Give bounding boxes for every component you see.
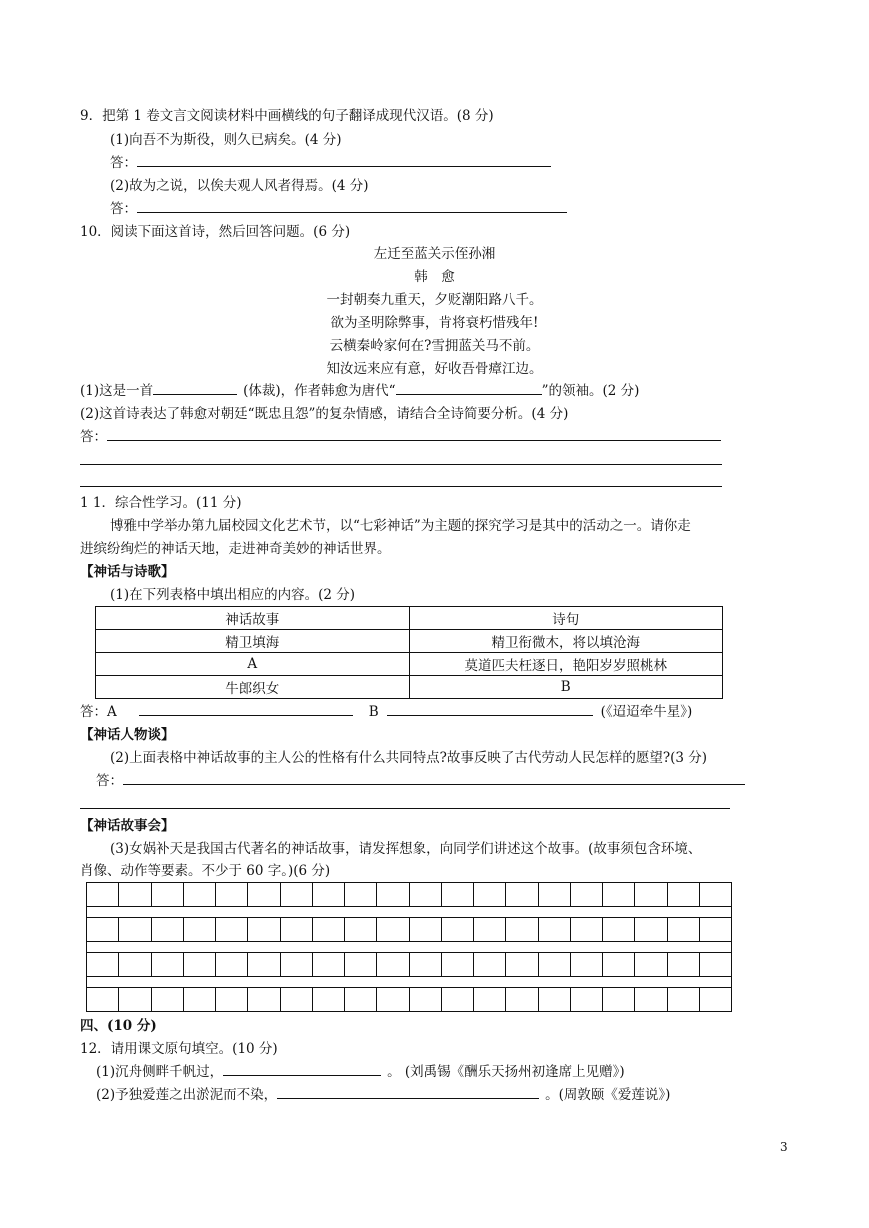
- q9-title: 9．把第 1 卷文言文阅读材料中画横线的句子翻译成现代汉语。(8 分): [80, 108, 494, 124]
- grid-cell[interactable]: [571, 988, 603, 1012]
- grid-cell[interactable]: [377, 918, 409, 942]
- grid-cell[interactable]: [281, 918, 313, 942]
- q11-answer-2: [96, 771, 745, 791]
- q10-answer: [80, 427, 721, 447]
- table-cell: 精卫填海: [96, 630, 410, 653]
- grid-row[interactable]: [86, 952, 732, 977]
- q12-l2-blank[interactable]: [277, 1085, 539, 1099]
- grid-cell[interactable]: [539, 883, 571, 907]
- grid-cell[interactable]: [474, 953, 506, 977]
- grid-cell[interactable]: [216, 988, 248, 1012]
- grid-cell[interactable]: [571, 918, 603, 942]
- grid-cell[interactable]: [152, 988, 184, 1012]
- grid-cell[interactable]: [668, 883, 700, 907]
- answer-line[interactable]: [80, 486, 722, 487]
- section-4-title: 四、(10 分): [80, 1018, 157, 1034]
- table-row: [96, 676, 723, 699]
- grid-cell[interactable]: [184, 953, 216, 977]
- grid-cell[interactable]: [635, 988, 667, 1012]
- answer-label: 答：: [80, 429, 107, 445]
- grid-cell[interactable]: [410, 953, 442, 977]
- grid-cell[interactable]: [410, 988, 442, 1012]
- grid-cell[interactable]: [377, 988, 409, 1012]
- grid-cell[interactable]: [345, 883, 377, 907]
- grid-cell[interactable]: [216, 883, 248, 907]
- grid-cell[interactable]: [668, 988, 700, 1012]
- grid-cell[interactable]: [248, 953, 280, 977]
- grid-cell[interactable]: [313, 918, 345, 942]
- grid-cell[interactable]: [184, 988, 216, 1012]
- q9-sentence-1: (1)向吾不为斯役，则久已病矣。(4 分): [110, 132, 342, 148]
- page-number: 3: [780, 1140, 788, 1154]
- grid-cell[interactable]: [152, 883, 184, 907]
- grid-cell[interactable]: [635, 883, 667, 907]
- q9-answer-2-blank[interactable]: [137, 199, 567, 213]
- grid-cell[interactable]: [87, 953, 119, 977]
- q12-l1-blank[interactable]: [223, 1062, 381, 1076]
- grid-cell[interactable]: [313, 953, 345, 977]
- q11-part-3-b: 肖像、动作等要素。不少于 60 字。)(6 分): [80, 863, 331, 879]
- grid-row[interactable]: [86, 917, 732, 942]
- grid-cell[interactable]: [119, 883, 151, 907]
- grid-cell[interactable]: [539, 988, 571, 1012]
- answer-label: 答：: [110, 201, 137, 217]
- table-cell[interactable]: A: [96, 653, 410, 676]
- grid-cell[interactable]: [442, 883, 474, 907]
- grid-cell[interactable]: [281, 953, 313, 977]
- genre-blank[interactable]: [153, 381, 237, 395]
- q11-answer-2-blank[interactable]: [123, 771, 745, 785]
- q10-p1-text-a: (1)这是一首: [80, 383, 154, 399]
- grid-cell[interactable]: [184, 918, 216, 942]
- answer-a-blank[interactable]: [139, 702, 353, 716]
- q10-part-2: (2)这首诗表达了韩愈对朝廷“既忠且怨”的复杂情感，请结合全诗简要分析。(4 分): [80, 406, 569, 422]
- q11-intro-2: 进缤纷绚烂的神话天地，走进神奇美妙的神话世界。: [80, 541, 391, 557]
- table-cell: 莫道匹夫枉逐日，艳阳岁岁照桃林: [409, 653, 723, 676]
- grid-cell[interactable]: [410, 918, 442, 942]
- grid-row[interactable]: [86, 987, 732, 1012]
- answer-b-label: B: [368, 704, 379, 720]
- poem-author: 韩 愈: [414, 269, 455, 285]
- grid-cell[interactable]: [248, 988, 280, 1012]
- grid-cell[interactable]: [248, 883, 280, 907]
- grid-cell[interactable]: [635, 918, 667, 942]
- q12-l1-text-b: 。 (刘禹锡《酬乐天扬州初逢席上见赠》): [387, 1064, 625, 1080]
- q9-answer-2: [110, 199, 567, 219]
- answer-label: 答：: [110, 155, 137, 171]
- q9-answer-1-blank[interactable]: [137, 153, 551, 167]
- table-row: [96, 653, 723, 676]
- grid-cell[interactable]: [474, 918, 506, 942]
- grid-cell[interactable]: [474, 988, 506, 1012]
- q11-intro-1: 博雅中学举办第九届校园文化艺术节，以“七彩神话”为主题的探究学习是其中的活动之一。请你走: [110, 518, 691, 534]
- q10-part-1: [80, 381, 639, 401]
- answer-b-source: (《迢迢牵牛星》): [600, 704, 693, 720]
- grid-cell[interactable]: [281, 883, 313, 907]
- q11-answer-ab: [80, 702, 692, 722]
- table-cell: 牛郎织女: [96, 676, 410, 699]
- grid-cell[interactable]: [377, 883, 409, 907]
- q9-sentence-2: (2)故为之说，以俟夫观人风者得焉。(4 分): [110, 178, 369, 194]
- q11-part-3-a: (3)女娲补天是我国古代著名的神话故事，请发挥想象，向同学们讲述这个故事。(故事须包含环境、: [110, 841, 702, 857]
- grid-row-gap: [86, 942, 732, 952]
- grid-cell[interactable]: [216, 953, 248, 977]
- answer-b-blank[interactable]: [387, 702, 593, 716]
- grid-cell[interactable]: [603, 953, 635, 977]
- answer-line[interactable]: [80, 808, 730, 809]
- grid-cell[interactable]: [313, 988, 345, 1012]
- section-myth-characters: 【神话人物谈】: [80, 727, 175, 743]
- grid-cell[interactable]: [377, 953, 409, 977]
- q12-l1-text-a: (1)沉舟侧畔千帆过，: [96, 1064, 224, 1080]
- grid-cell[interactable]: [700, 883, 732, 907]
- grid-cell[interactable]: [248, 918, 280, 942]
- grid-cell[interactable]: [281, 988, 313, 1012]
- q12-line-2: [96, 1085, 670, 1105]
- grid-cell[interactable]: [345, 953, 377, 977]
- q12-line-1: [96, 1062, 625, 1082]
- grid-cell[interactable]: [506, 988, 538, 1012]
- grid-cell[interactable]: [506, 918, 538, 942]
- grid-cell[interactable]: [345, 988, 377, 1012]
- q12-l2-text-b: 。(周敦颐《爱莲说》): [545, 1087, 671, 1103]
- grid-cell[interactable]: [506, 953, 538, 977]
- grid-row-gap: [86, 907, 732, 917]
- q10-p1-text-c: ”的领袖。(2 分): [541, 383, 640, 399]
- q10-p1-text-b: (体裁)，作者韩愈为唐代“: [243, 383, 396, 399]
- grid-row-gap: [86, 977, 732, 987]
- grid-cell[interactable]: [539, 918, 571, 942]
- answer-line[interactable]: [80, 464, 722, 465]
- table-row: [96, 630, 723, 653]
- grid-cell[interactable]: [442, 953, 474, 977]
- section-myth-poetry: 【神话与诗歌】: [80, 564, 175, 580]
- poem-line-4: 知汝远来应有意，好收吾骨瘴江边。: [326, 361, 543, 377]
- q12-title: 12．请用课文原句填空。(10 分): [80, 1041, 278, 1057]
- grid-cell[interactable]: [345, 918, 377, 942]
- grid-cell[interactable]: [571, 953, 603, 977]
- grid-cell[interactable]: [442, 988, 474, 1012]
- q12-l2-text-a: (2)予独爱莲之出淤泥而不染，: [96, 1087, 278, 1103]
- table-cell: 精卫衔微木，将以填沧海: [409, 630, 723, 653]
- grid-cell[interactable]: [700, 918, 732, 942]
- q11-part-2: (2)上面表格中神话故事的主人公的性格有什么共同特点?故事反映了古代劳动人民怎样的愿望?(3 分): [110, 750, 708, 766]
- grid-cell[interactable]: [700, 953, 732, 977]
- grid-cell[interactable]: [635, 953, 667, 977]
- table-header: 诗句: [409, 607, 723, 630]
- grid-cell[interactable]: [506, 883, 538, 907]
- grid-row[interactable]: [86, 882, 732, 907]
- grid-cell[interactable]: [603, 883, 635, 907]
- table-header: 神话故事: [96, 607, 410, 630]
- q10-answer-blank[interactable]: [107, 427, 721, 441]
- grid-cell[interactable]: [410, 883, 442, 907]
- answer-label: 答：: [96, 773, 123, 789]
- grid-cell[interactable]: [603, 918, 635, 942]
- writing-grid[interactable]: [86, 882, 732, 1012]
- q9-answer-1: [110, 153, 551, 173]
- grid-cell[interactable]: [539, 953, 571, 977]
- movement-blank[interactable]: [396, 381, 542, 395]
- myth-table: [95, 606, 723, 699]
- q11-title: 1 1．综合性学习。(11 分): [80, 495, 242, 511]
- q10-title: 10．阅读下面这首诗，然后回答问题。(6 分): [80, 224, 351, 240]
- grid-cell[interactable]: [603, 988, 635, 1012]
- q11-part-1: (1)在下列表格中填出相应的内容。(2 分): [110, 587, 356, 603]
- grid-cell[interactable]: [571, 883, 603, 907]
- poem-line-2: 欲为圣明除弊事，肯将衰朽惜残年!: [330, 315, 539, 331]
- grid-cell[interactable]: [87, 883, 119, 907]
- grid-cell[interactable]: [474, 883, 506, 907]
- answer-a-label: 答：A: [80, 704, 117, 720]
- grid-cell[interactable]: [87, 918, 119, 942]
- grid-cell[interactable]: [119, 988, 151, 1012]
- grid-cell[interactable]: [700, 988, 732, 1012]
- grid-cell[interactable]: [668, 918, 700, 942]
- grid-cell[interactable]: [87, 988, 119, 1012]
- grid-cell[interactable]: [119, 953, 151, 977]
- table-cell[interactable]: B: [409, 676, 723, 699]
- grid-cell[interactable]: [184, 883, 216, 907]
- grid-cell[interactable]: [152, 953, 184, 977]
- poem-title: 左迁至蓝关示侄孙湘: [373, 246, 496, 262]
- section-myth-storytelling: 【神话故事会】: [80, 818, 175, 834]
- grid-cell[interactable]: [668, 953, 700, 977]
- grid-cell[interactable]: [119, 918, 151, 942]
- poem-line-1: 一封朝奏九重天，夕贬潮阳路八千。: [326, 292, 543, 308]
- grid-cell[interactable]: [313, 883, 345, 907]
- poem-line-3: 云横秦岭家何在?雪拥蓝关马不前。: [329, 338, 540, 354]
- grid-cell[interactable]: [216, 918, 248, 942]
- grid-cell[interactable]: [152, 918, 184, 942]
- grid-cell[interactable]: [442, 918, 474, 942]
- table-header-row: [96, 607, 723, 630]
